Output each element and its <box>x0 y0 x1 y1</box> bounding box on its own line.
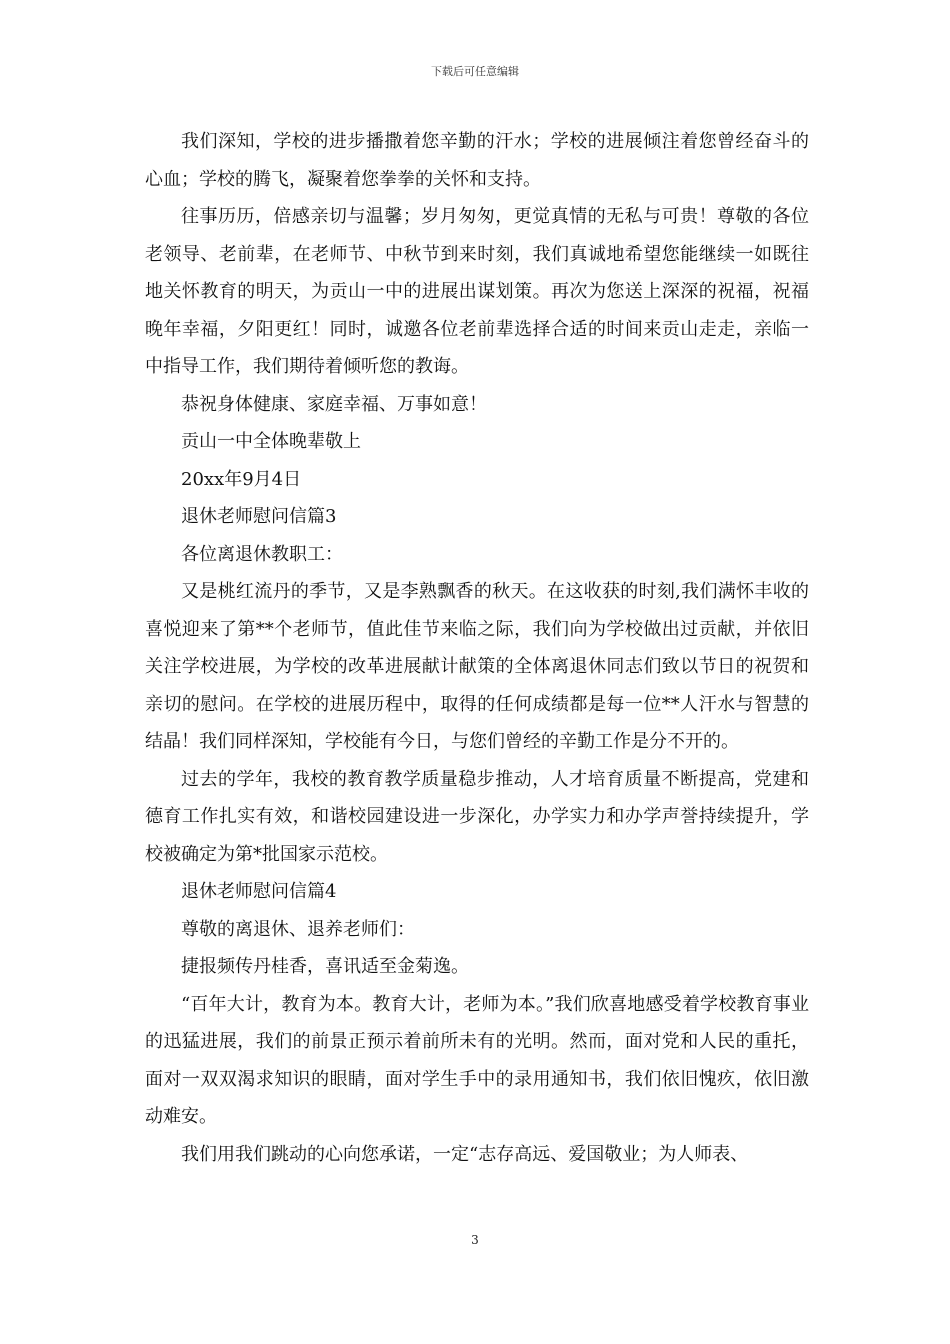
section-heading: 退休老师慰问信篇3 <box>181 506 337 527</box>
paragraph: 又是桃红流丹的季节，又是李熟飘香的秋天。在这收获的时刻,我们满怀丰收的喜悦迎来了第**个老师节，值此佳节来临之际，我们向为学校做出过贡献，并依旧关注学校进展，为学校的改革进展献计献策的全体离退休同志们致以节日的祝贺和亲切的慰问。在学校的进展历程中，取得的任何成绩都是每一位**人汗水与智慧的结晶！我们同样深知，学校能有今日，与您们曾经的辛勤工作是分不开的。 <box>145 581 809 752</box>
salutation: 尊敬的离退休、退养老师们： <box>181 918 415 940</box>
paragraph: “百年大计，教育为本。教育大计，老师为本。”我们欣喜地感受着学校教育事业的迅猛进展，我们的前景正预示着前所未有的光明。然而，面对党和人民的重托，面对一双双渴求知识的眼睛，面对学生手中的录用通知书，我们依旧愧疚，依旧激动难安。 <box>145 993 809 1127</box>
paragraph: 我们深知，学校的进步播撒着您辛勤的汗水；学校的进展倾注着您曾经奋斗的心血；学校的腾飞，凝聚着您拳拳的关怀和支持。 <box>145 131 809 190</box>
paragraph: 往事历历，倍感亲切与温馨；岁月匆匆，更觉真情的无私与可贵！尊敬的各位老领导、老前辈，在老师节、中秋节到来时刻，我们真诚地希望您能继续一如既往地关怀教育的明天，为贡山一中的进展出谋划策。再次为您送上深深的祝福，祝福晚年幸福，夕阳更红！同时，诚邀各位老前辈选择合适的时间来贡山走走，亲临一中指导工作，我们期待着倾听您的教诲。 <box>145 206 809 377</box>
paragraph: 过去的学年，我校的教育教学质量稳步推动，人才培育质量不断提高，党建和德育工作扎实有效，和谐校园建设进一步深化，办学实力和办学声誉持续提升，学校被确定为第*批国家示范校。 <box>145 768 809 865</box>
document-body <box>145 123 809 1173</box>
page-number: 3 <box>471 1233 479 1247</box>
page-header: 下载后可任意编辑 <box>431 65 519 78</box>
paragraph: 我们用我们跳动的心向您承诺，一定“志存高远、爱国敬业；为人师表、 <box>181 1143 749 1165</box>
signature-line: 贡山一中全体晚辈敬上 <box>181 431 361 452</box>
paragraph: 恭祝身体健康、家庭幸福、万事如意！ <box>181 393 487 415</box>
section-heading: 退休老师慰问信篇4 <box>181 881 337 902</box>
salutation: 各位离退休教职工： <box>181 543 343 565</box>
paragraph: 捷报频传丹桂香，喜讯适至金菊逸。 <box>181 956 469 977</box>
date-line: 20xx年9月4日 <box>181 468 302 490</box>
